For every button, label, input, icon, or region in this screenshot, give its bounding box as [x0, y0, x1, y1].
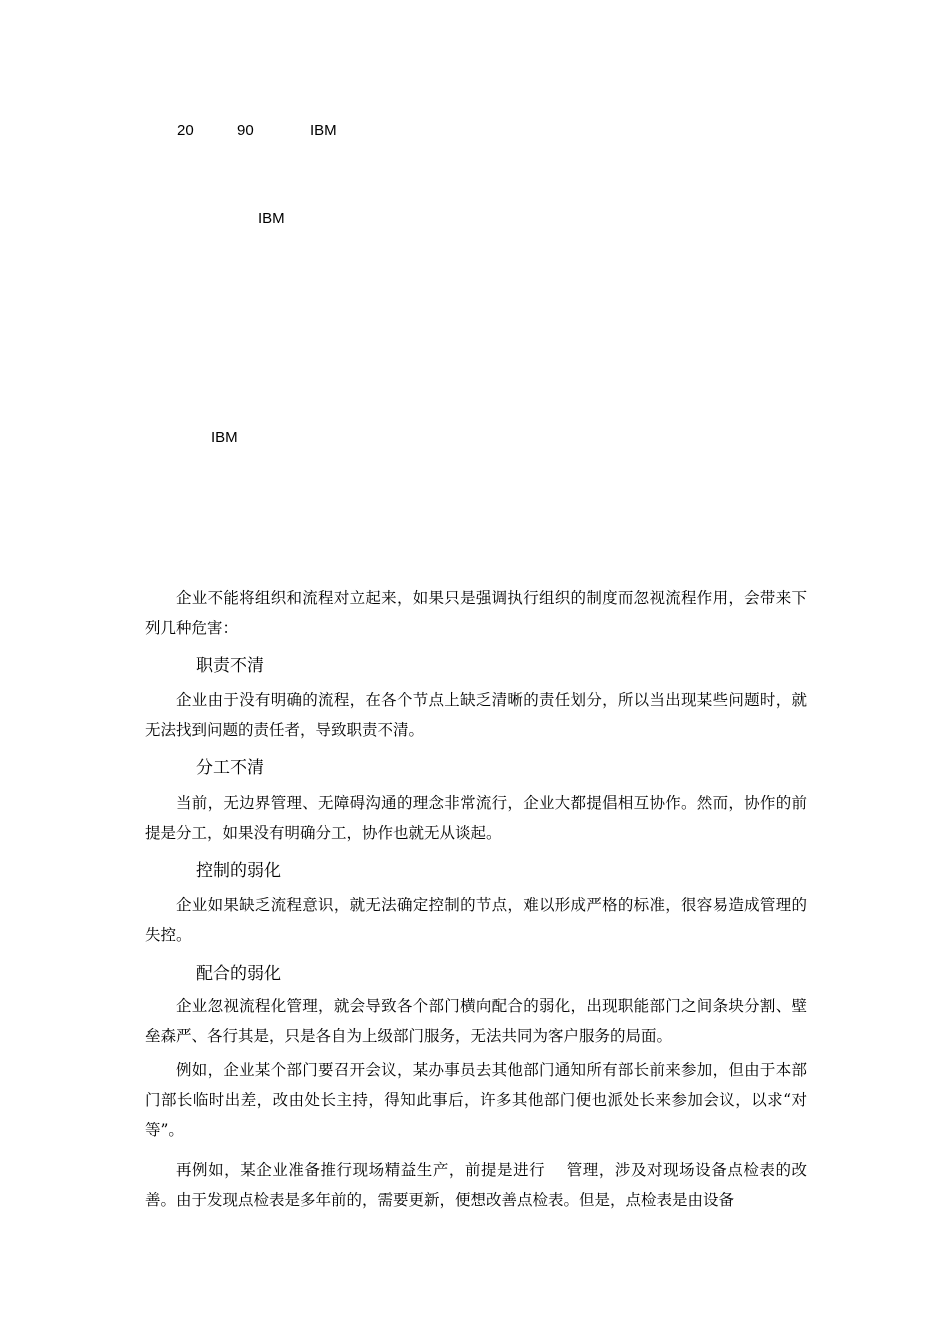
fragment-ibm-3: IBM — [211, 429, 238, 446]
section-heading-1: 职责不清 — [196, 656, 264, 676]
section-heading-3: 控制的弱化 — [196, 861, 281, 881]
fragment-ibm-2: IBM — [258, 210, 285, 227]
section-paragraph-1: 企业由于没有明确的流程，在各个节点上缺乏清晰的责任划分，所以当出现某些问题时，就无法找到问题的责任者，导致职责不清。 — [145, 691, 807, 739]
section-paragraph-4: 企业忽视流程化管理，就会导致各个部门横向配合的弱化，出现职能部门之间条块分割、壁垒森严、各行其是，只是各自为上级部门服务，无法共同为客户服务的局面。 — [145, 997, 807, 1045]
section-paragraph-3: 企业如果缺乏流程意识，就无法确定控制的节点，难以形成严格的标准，很容易造成管理的失控。 — [145, 896, 807, 944]
intro-paragraph: 企业不能将组织和流程对立起来，如果只是强调执行组织的制度而忽视流程作用，会带来下列几种危害： — [145, 589, 807, 637]
fragment-ibm-1: IBM — [310, 122, 337, 139]
section-paragraph-2: 当前，无边界管理、无障碍沟通的理念非常流行，企业大都提倡相互协作。然而，协作的前提是分工，如果没有明确分工，协作也就无从谈起。 — [145, 794, 807, 842]
section-heading-4: 配合的弱化 — [196, 964, 281, 984]
fragment-20: 20 — [177, 122, 194, 139]
section-heading-2: 分工不清 — [196, 758, 264, 778]
example-paragraph-2: 再例如，某企业准备推行现场精益生产，前提是进行 管理，涉及对现场设备点检表的改善。由于发现点检表是多年前的，需要更新，便想改善点检表。但是，点检表是由设备 — [145, 1161, 807, 1209]
fragment-90: 90 — [237, 122, 254, 139]
example-paragraph-1: 例如，企业某个部门要召开会议，某办事员去其他部门通知所有部长前来参加，但由于本部门部长临时出差，改由处长主持，得知此事后，许多其他部门便也派处长来参加会议，以求“对等”。 — [145, 1061, 807, 1139]
